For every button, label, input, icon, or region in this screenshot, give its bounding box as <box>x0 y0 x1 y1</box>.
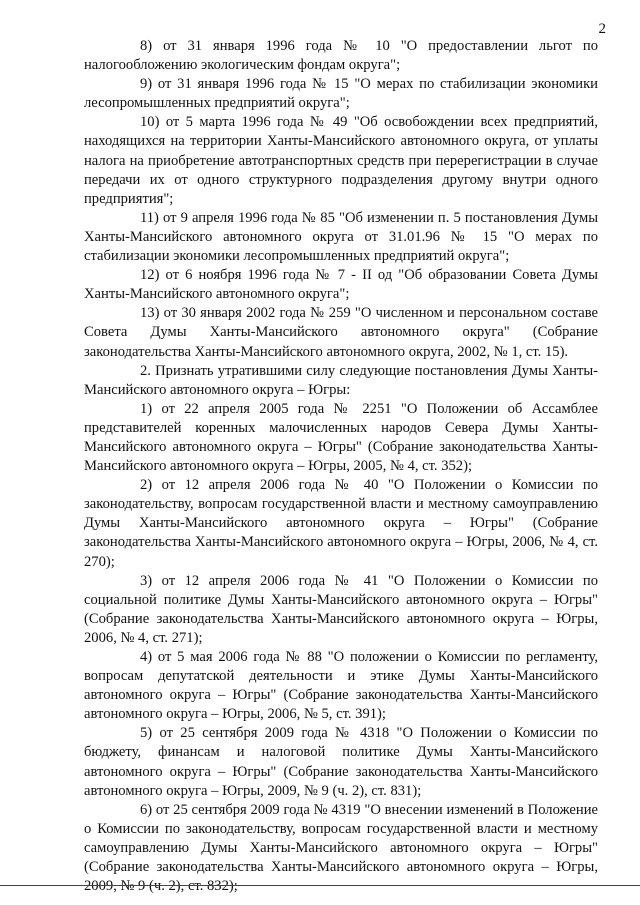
list-item: 6) от 25 сентября 2009 года № 4319 "О внесении изменений в Положение о Комиссии по законодательству, вопросам государственной власти и местному самоуправлению Думы Ханты-Мансийского автономного округа – Югры" (Собрание законодательства Ханты-Мансийского автономного округа – Югры, 2009, № 9 (ч. 2), ст. 832); <box>84 801 598 895</box>
list-item: 1) от 22 апреля 2005 года № 2251 "О Положении об Ассамблее представителей коренных малочисленных народов Севера Думы Ханты-Мансийского автономного округа – Югры" (Собрание законодательства Ханты-Мансийского автономного округа – Югры, 2005, № 4, ст. 352); <box>84 400 598 475</box>
list-item: 9) от 31 января 1996 года № 15 "О мерах по стабилизации экономики лесопромышленных предприятий округа"; <box>84 76 598 112</box>
list-item: 8) от 31 января 1996 года № 10 "О предоставлении льгот по налогообложению экологическим фондам округа"; <box>84 38 598 74</box>
list-item: 13) от 30 января 2002 года № 259 "О численном и персональном составе Совета Думы Ханты-Мансийского автономного округа" (Собрание законодательства Ханты-Мансийского автономного округа, 2002, № 1, ст. 15). <box>84 305 598 360</box>
page-bottom-divider <box>0 885 640 886</box>
list-item: 10) от 5 марта 1996 года № 49 "Об освобождении всех предприятий, находящихся на территории Ханты-Мансийского автономного округа, от уплаты налога на приобретение автотранспортных средств при перерегистрации в случае передачи их от одного структурного подразделения другому внутри одного предприятия"; <box>84 114 598 207</box>
list-item: 4) от 5 мая 2006 года № 88 "О положении о Комиссии по регламенту, вопросам депутатской деятельности и этике Думы Ханты-Мансийского автономного округа – Югры" (Собрание законодательства Ханты-Мансийского автономного округа – Югры, 2006, № 5, ст. 391); <box>84 649 598 723</box>
page-number: 2 <box>598 21 606 37</box>
list-item: 12) от 6 ноября 1996 года № 7 - II од "Об образовании Совета Думы Ханты-Мансийского автономного округа"; <box>84 267 598 303</box>
section-clause: 2. Признать утратившими силу следующие постановления Думы Ханты-Мансийского автономного округа – Югры: <box>84 362 598 398</box>
list-item: 3) от 12 апреля 2006 года № 41 "О Положении о Комиссии по социальной политике Думы Ханты-Мансийского автономного округа – Югры" (Собрание законодательства Ханты-Мансийского автономного округа – Югры, 2006, № 4, ст. 271); <box>84 572 598 646</box>
list-item: 2) от 12 апреля 2006 года № 40 "О Положении о Комиссии по законодательству, вопросам государственной власти и местному самоуправлению Думы Ханты-Мансийского автономного округа – Югры" (Собрание законодательства Ханты-Мансийского автономного округа – Югры, 2006, № 4, ст. 270); <box>84 477 598 570</box>
list-item: 5) от 25 сентября 2009 года № 4318 "О Положении о Комиссии по бюджету, финансам и налоговой политике Думы Ханты-Мансийского автономного округа – Югры" (Собрание законодательства Ханты-Мансийского автономного округа – Югры, 2009, № 9 (ч. 2), ст. 831); <box>84 725 598 799</box>
document-body <box>84 37 598 896</box>
list-item: 11) от 9 апреля 1996 года № 85 "Об изменении п. 5 постановления Думы Ханты-Мансийского автономного округа от 31.01.96 № 15 "О мерах по стабилизации экономики лесопромышленных предприятий округа"; <box>84 209 598 265</box>
